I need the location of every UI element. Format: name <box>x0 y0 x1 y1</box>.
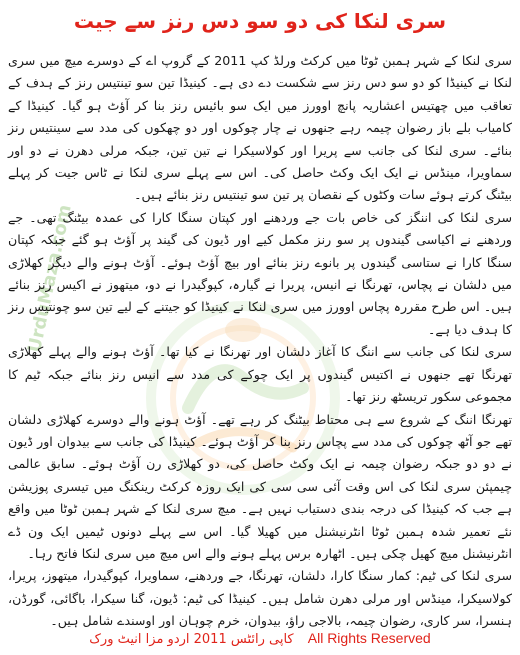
article-paragraph: سری لنکا کی ٹیم: کمار سنگا کارا، دلشان، تھرنگا، جے وردھنے، سماویرا، کپوگیدرا، میتھوز، پریرا، کولاسیکرا، مینڈس اور مرلی دھرن شامل ہیں۔ کینیڈا کی ٹیم: ڈیون، گنا سیکرا، باگائی، گورڈن، ہنسرا، سر کاری، رضوان چیمہ، بالاجی راؤ، بیدوان، خرم چوہان اور اوسندے شامل ہیں۔ <box>8 568 512 629</box>
article-paragraph: تھرنگا اننگ کے شروع سے ہی محتاط بیٹنگ کر رہے تھے۔ آؤٹ ہونے والے دوسرے کھلاڑی دلشان تھے جو آٹھ چوکوں کی مدد سے پچاس رنز بنا کر آؤٹ ہوئے۔ کینیڈا کی جانب سے بیدوان اور ڈیون نے دو دو جبکہ رضوان چیمہ نے ایک وکٹ حاصل کی، دو کھلاڑی رن آؤٹ ہوئے۔ سابق عالمی چیمپئن سری لنکا کی اس وقت آئی سی سی کی ایک روزہ کرکٹ رینکنگ میں تیسری پوزیشن ہے جب کہ کینیڈا کی درجہ بندی دستیاب نہیں ہے۔ میچ سری لنکا کے شہر ہمبن ٹوٹا میں واقع نئے تعمیر شدہ ہمبن ٹوٹا انٹرنیشنل میں کھیلا گیا۔ اس سے پہلے دونوں ٹیمیں ایک ون ڈے انٹرنیشنل میچ کھیل چکی ہیں۔ اٹھارہ برس پہلے ہونے والے اس میچ میں سری لنکا فاتح رہا۔ <box>8 411 512 561</box>
article-paragraph: سری لنکا کے شہر ہمبن ٹوٹا میں کرکٹ ورلڈ کپ 2011 کے گروپ اے کے دوسرے میچ میں سری لنکا نے کینیڈا کو دو سو دس رنز سے شکست دے دی ہے۔ کینیڈا تین سو تینتیس رنز کے ہدف کے تعاقب میں چھتیس اعشاریہ پانچ اوورز میں ایک سو بائیس رنز بنا کر آؤٹ ہو گیا۔ کینیڈا کے کامیاب بلے باز رضوان چیمہ رہے جنھوں نے چار چوکوں اور دو چھکوں کی مدد سے سینتیس رنز بنائے۔ سری لنکا کی جانب سے پریرا اور کولاسیکرا نے تین تین، جبکہ مرلی دھرن نے دو اور سماویرا، مینڈس نے ایک ایک وکٹ حاصل کی۔ اس سے پہلے سری لنکا نے ٹاس جیت کر پہلے بیٹنگ کرتے ہوئے سات وکٹوں کے نقصان پر تین سو تینتیس رنز بنائے ہیں۔ <box>8 53 512 203</box>
article-paragraph: سری لنکا کی جانب سے اننگ کا آغاز دلشان اور تھرنگا نے کیا تھا۔ آؤٹ ہونے والے پہلے کھلاڑی تھرنگا تھے جنھوں نے اکتیس گیندوں پر ایک چوکے کی مدد سے انیس رنز بنائے جبکہ ٹیم کا مجموعی سکور تریسٹھ رنز تھا۔ <box>8 344 512 405</box>
footer-copyright-urdu: کاپی رائٹس 2011 اردو مزا انیٹ ورک <box>89 632 294 647</box>
article-title: سری لنکا کی دو سو دس رنز سے جیت <box>73 9 447 33</box>
watermark-site-text: UrduMaza.com <box>24 202 76 355</box>
article-body <box>8 50 512 633</box>
footer-rights: All Rights Reserved <box>307 630 431 646</box>
article-paragraph: سری لنکا کی اننگز کی خاص بات جے وردھنے اور کپتان سنگا کارا کی عمدہ بیٹنگ تھی۔ جے وردھنے نے اکیاسی گیندوں پر سو رنز مکمل کیے اور ڈیون کی گیند پر آؤٹ ہو گئے جبکہ کپتان سنگا کارا نے ستاسی گیندوں پر بانوے رنز بنائے اور بیچ آؤٹ ہوئے۔ آؤٹ ہونے والے دیگر کھلاڑی میں دلشان نے پچاس، تھرنگا نے انیس، پریرا نے گیارہ، کپوگیدرا نے دو، میتھوز نے اکیس رنز بنائے ہیں۔ اس طرح مقررہ پچاس اوورز میں سری لنکا نے کینیڈا کو جیتنے کے لیے تین سو چونتیس رنز کا ہدف دیا ہے۔ <box>8 209 512 337</box>
